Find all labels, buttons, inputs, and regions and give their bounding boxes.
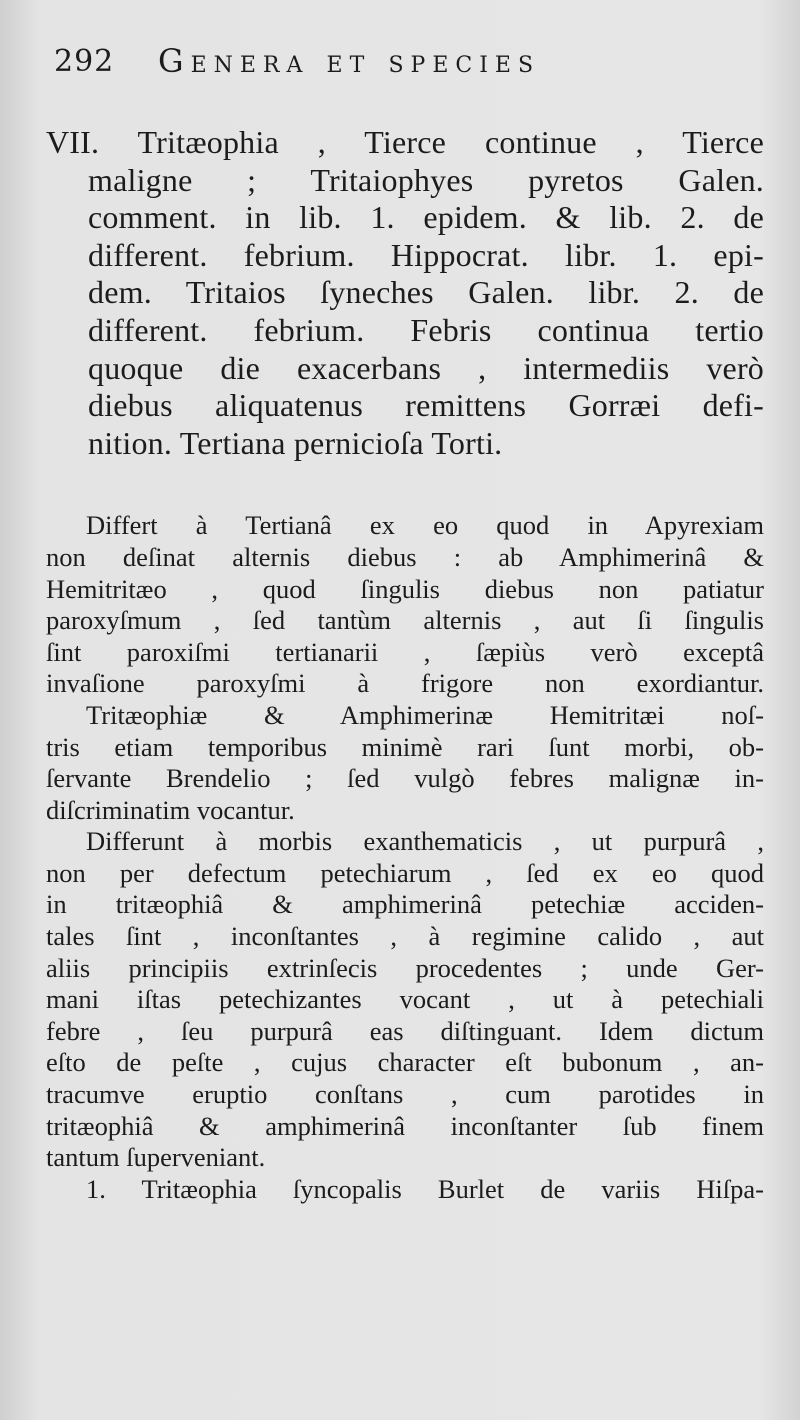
page-number: 292 <box>54 44 115 79</box>
paragraph-line: Hemitritæo , quod ſingulis diebus non patiatur <box>46 573 764 604</box>
paragraph-differunt <box>46 826 764 1174</box>
definition-line: nition. Tertiana pernicioſa Torti. <box>88 424 503 461</box>
paragraph-tritaeophiae <box>46 700 764 826</box>
paragraph-line: tritæophiâ & amphimerinâ inconſtanter ſub finem <box>46 1110 764 1141</box>
paragraph-line: aliis principiis extrinſecis procedentes ; unde Ger- <box>46 952 764 983</box>
paragraph-line: mani iſtas petechizantes vocant , ut à petechiali <box>46 984 764 1015</box>
paragraph-line: Tritæophiæ & Amphimerinæ Hemitritæi noſ- <box>86 699 764 730</box>
paragraph-line: non per defectum petechiarum , ſed ex eo quod <box>46 857 764 888</box>
paragraph-line: febre , ſeu purpurâ eas diſtinguant. Idem dictum <box>46 1015 764 1046</box>
definition-line: dem. Tritaios ſyneches Galen. libr. 2. de <box>88 274 764 311</box>
definition-block <box>46 124 764 462</box>
running-head: Genera et species <box>158 42 541 80</box>
paragraph-line: tales ſint , inconſtantes , à regimine calido , aut <box>46 921 764 952</box>
paragraph-line: non deſinat alternis diebus : ab Amphimerinâ & <box>46 541 764 572</box>
paragraph-line: tracumve eruptio conſtans , cum parotides in <box>46 1079 764 1110</box>
definition-line: quoque die exacerbans , intermediis verò <box>88 349 764 386</box>
paragraph-line: tris etiam temporibus minimè rari ſunt morbi, ob- <box>46 731 764 762</box>
definition-line: maligne ; Tritaiophyes pyretos Galen. <box>88 161 764 198</box>
paragraph-line: Differunt à morbis exanthematicis , ut purpurâ , <box>86 826 764 857</box>
paragraph-line: paroxyſmum , ſed tantùm alternis , aut ſi ſingulis <box>46 605 764 636</box>
definition-line: comment. in lib. 1. epidem. & lib. 2. de <box>88 199 764 236</box>
paragraph-line: diſcriminatim vocantur. <box>46 794 295 825</box>
paragraph-line: in tritæophiâ & amphimerinâ petechiæ acciden- <box>46 889 764 920</box>
body-text <box>46 124 764 1205</box>
subheading-line: 1. Tritæophia ſyncopalis Burlet de variis Hiſpa- <box>86 1173 764 1204</box>
paragraph-line: tantum ſuperveniant. <box>46 1142 266 1173</box>
definition-line: VII. Tritæophia , Tierce continue , Tierce <box>46 124 764 160</box>
paragraph-line: eſto de peſte , cujus character eſt bubonum , an- <box>46 1047 764 1078</box>
paragraph-line: ſervante Brendelio ; ſed vulgò febres malignæ in- <box>46 763 764 794</box>
definition-line: different. febrium. Febris continua tertio <box>88 311 764 348</box>
paragraph-line: invaſione paroxyſmi à frigore non exordiantur. <box>46 668 764 699</box>
paragraph-differt <box>46 510 764 700</box>
subheading-syncopalis <box>46 1174 764 1206</box>
page-header <box>54 40 754 94</box>
paragraph-line: Differt à Tertianâ ex eo quod in Apyrexiam <box>86 510 764 541</box>
definition-line: different. febrium. Hippocrat. libr. 1. epi- <box>88 236 764 273</box>
paragraph-line: ſint paroxiſmi tertianarii , ſæpiùs verò exceptâ <box>46 636 764 667</box>
definition-line: diebus aliquatenus remittens Gorræi defi- <box>88 387 764 424</box>
